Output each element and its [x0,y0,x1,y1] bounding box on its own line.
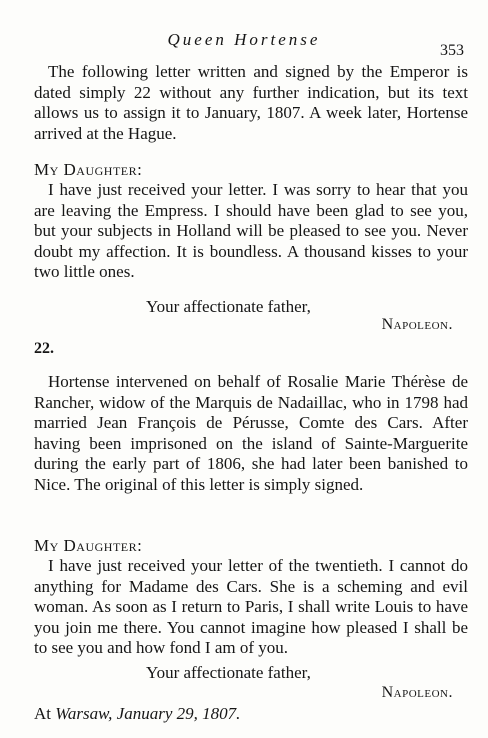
letter-1-body: I have just received your letter. I was sorry to hear that you are leaving the Empress. I should have been glad to see you, but your subjects in Holland will be pleased to see you. Never doubt my affection. It is boundless. A thousand kisses to your two little ones. [34,180,468,281]
dateline-place-date: Warsaw, January 29, 1807. [55,704,241,723]
intro-paragraph-1: The following letter written and signed by the Emperor is dated simply 22 without any further indication, but its text allows us to assign it to January, 1807. A week later, Hortense arrived at the Hague. [34,62,468,143]
dateline-prefix: At [34,704,51,723]
intro-paragraph-2: Hortense intervened on behalf of Rosalie Marie Thérèse de Rancher, widow of the Marquis de Nadaillac, who in 1798 had married Jean François de Pérusse, Comte des Cars. After having been imprisoned on the island of Sainte-Marguerite during the early part of 1806, she had later been banished to Nice. The original of this letter is simply signed. [34,372,468,494]
letter-2-closing: Your affectionate father, [146,663,311,682]
running-head-title: Queen Hortense [167,30,321,49]
letter-1-salutation: My Daughter: [34,160,143,179]
letter-2-dateline [34,704,240,724]
letter-1-closing: Your affectionate father, [146,297,311,316]
page-number: 353 [440,42,464,59]
letter-2-signature: Napoleon. [381,684,453,701]
letter-1-signature: Napoleon. [381,316,453,333]
letter-2-salutation: My Daughter: [34,536,143,555]
letter-number: 22. [34,340,54,357]
letter-2-body: I have just received your letter of the twentieth. I cannot do anything for Madame des Cars. She is a scheming and evil woman. As soon as I return to Paris, I shall write Louis to have you join me there. You cannot imagine how pleased I shall be to see you and how fond I am of you. [34,556,468,657]
